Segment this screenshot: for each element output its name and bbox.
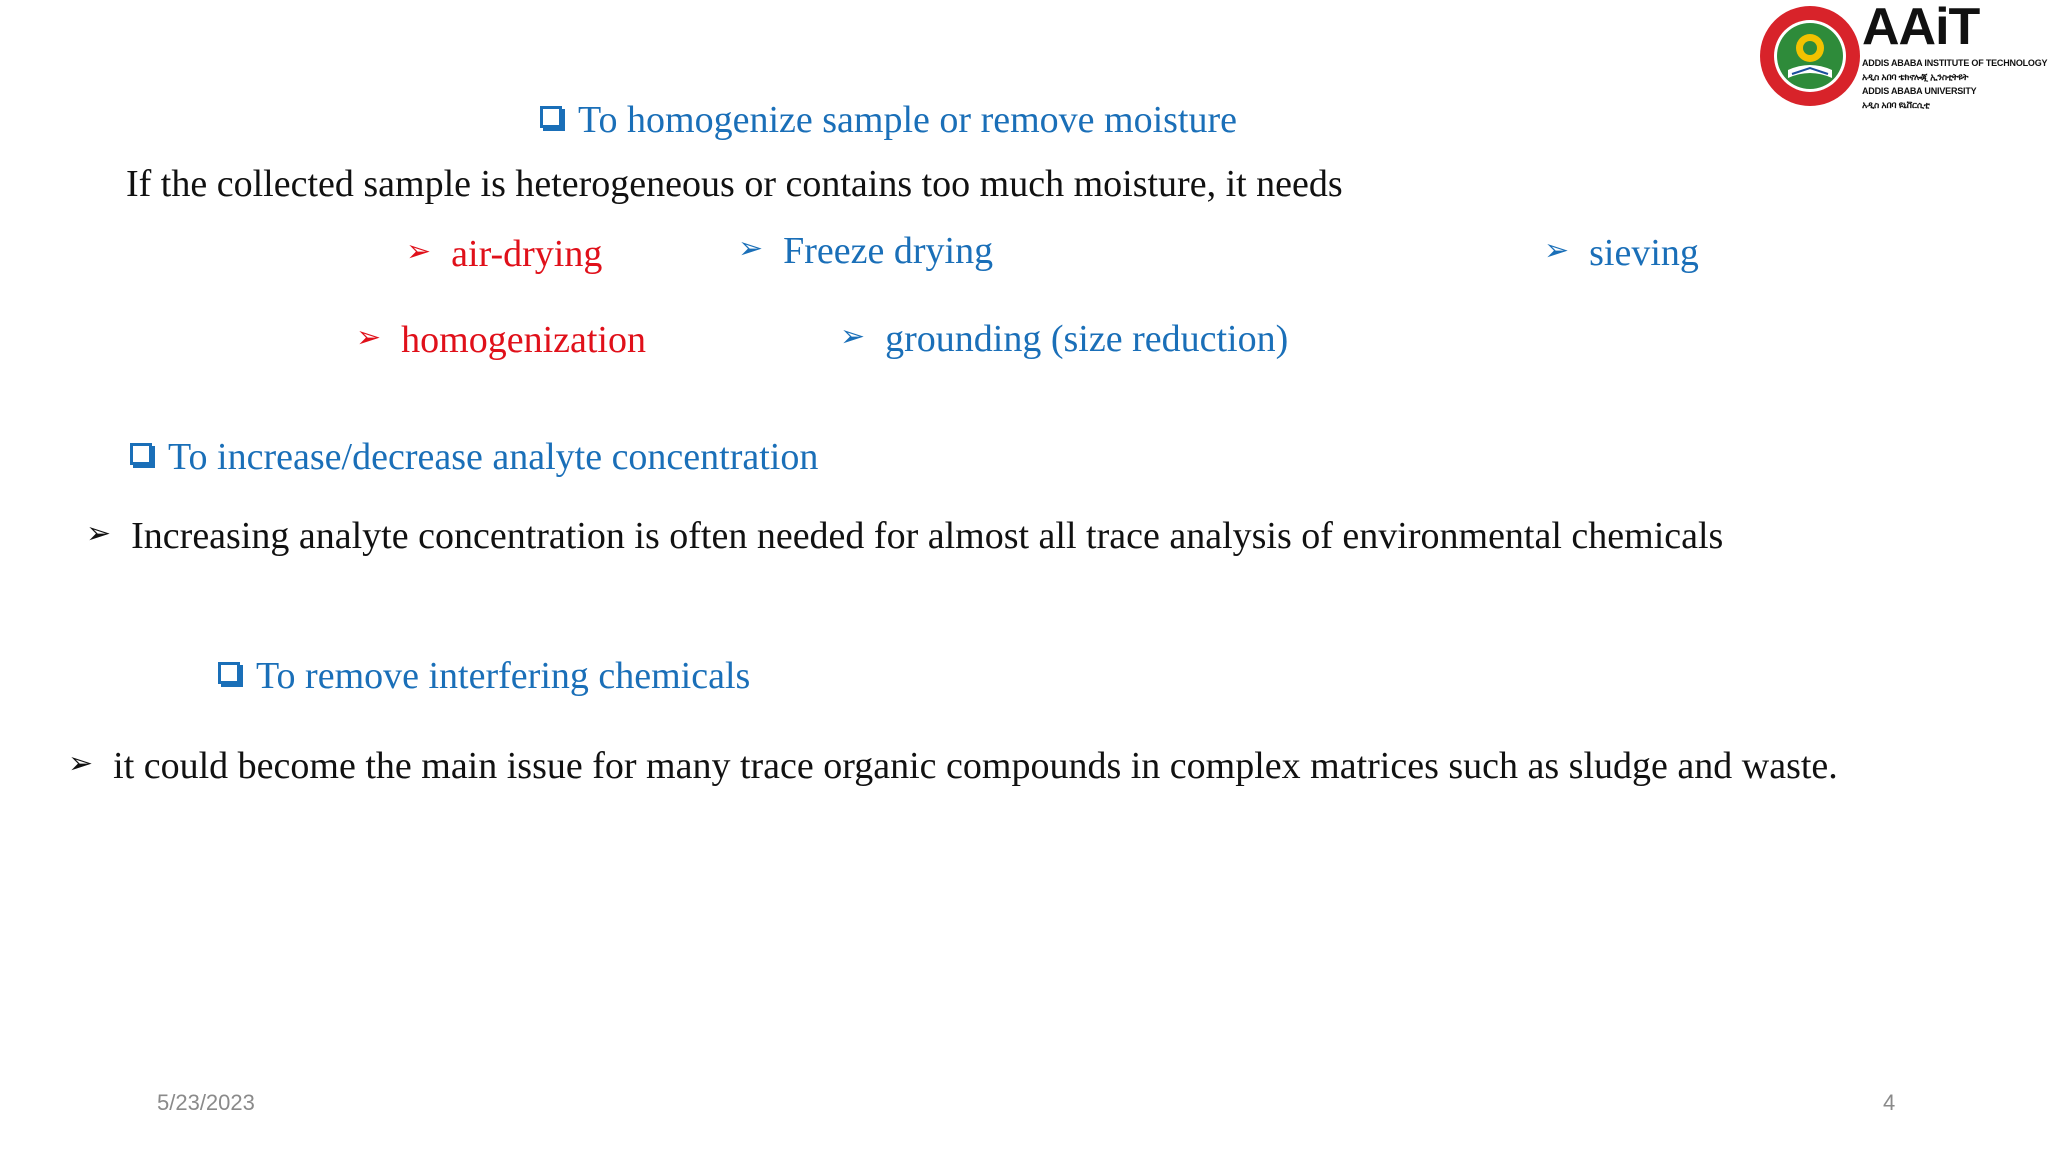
heading-text: To increase/decrease analyte concentration (168, 436, 819, 478)
arrow-bullet-icon: ➢ (840, 319, 866, 354)
arrow-bullet-icon: ➢ (356, 320, 382, 355)
arrow-bullet-icon: ➢ (406, 234, 432, 269)
section-heading-interfering (218, 654, 750, 698)
slide-number: 4 (1883, 1090, 1896, 1115)
checkbox-bullet-icon (130, 443, 152, 465)
checkbox-bullet-icon (540, 106, 562, 128)
bullet-text: Increasing analyte concentration is often needed for almost all trace analysis of environmental chemicals (131, 515, 1724, 557)
arrow-bullet-icon: ➢ (68, 746, 94, 781)
list-item-sieving (1544, 231, 1699, 275)
list-item-label: grounding (size reduction) (885, 318, 1289, 360)
list-item-homogenization (356, 318, 646, 362)
arrow-bullet-icon: ➢ (86, 516, 112, 551)
arrow-bullet-icon: ➢ (1544, 233, 1570, 268)
list-item-label: air-drying (451, 233, 603, 275)
institution-logo (1758, 0, 2048, 110)
concentration-bullet (86, 514, 1723, 558)
list-item-air-drying (406, 232, 602, 276)
list-item-grounding (840, 317, 1288, 361)
list-item-freeze-drying (738, 229, 993, 273)
section-heading-concentration (130, 435, 818, 479)
interfering-bullet (68, 744, 1838, 788)
heading-text: To remove interfering chemicals (256, 655, 751, 697)
list-item-label: homogenization (401, 319, 646, 361)
checkbox-bullet-icon (218, 662, 240, 684)
slide-date: 5/23/2023 (157, 1090, 255, 1115)
university-seal-icon (1758, 4, 1862, 108)
list-item-label: sieving (1589, 232, 1699, 274)
section-heading-homogenize (540, 98, 1237, 142)
logo-wordmark: AAiT ADDIS ABABA INSTITUTE OF TECHNOLOGY አዲስ አበባ ቴክኖሎጂ ኢንስቲትዩት ADDIS ABABA UNIVERSITY አዲስ አበባ ዩኒቨርሲቲ (1862, 0, 2048, 110)
bullet-text: it could become the main issue for many trace organic compounds in complex matrices such as sludge and waste. (113, 745, 1838, 787)
list-item-label: Freeze drying (783, 230, 994, 272)
section-intro-text: If the collected sample is heterogeneous or contains too much moisture, it needs (126, 163, 1343, 205)
arrow-bullet-icon: ➢ (738, 231, 764, 266)
heading-text: To homogenize sample or remove moisture (578, 99, 1237, 141)
